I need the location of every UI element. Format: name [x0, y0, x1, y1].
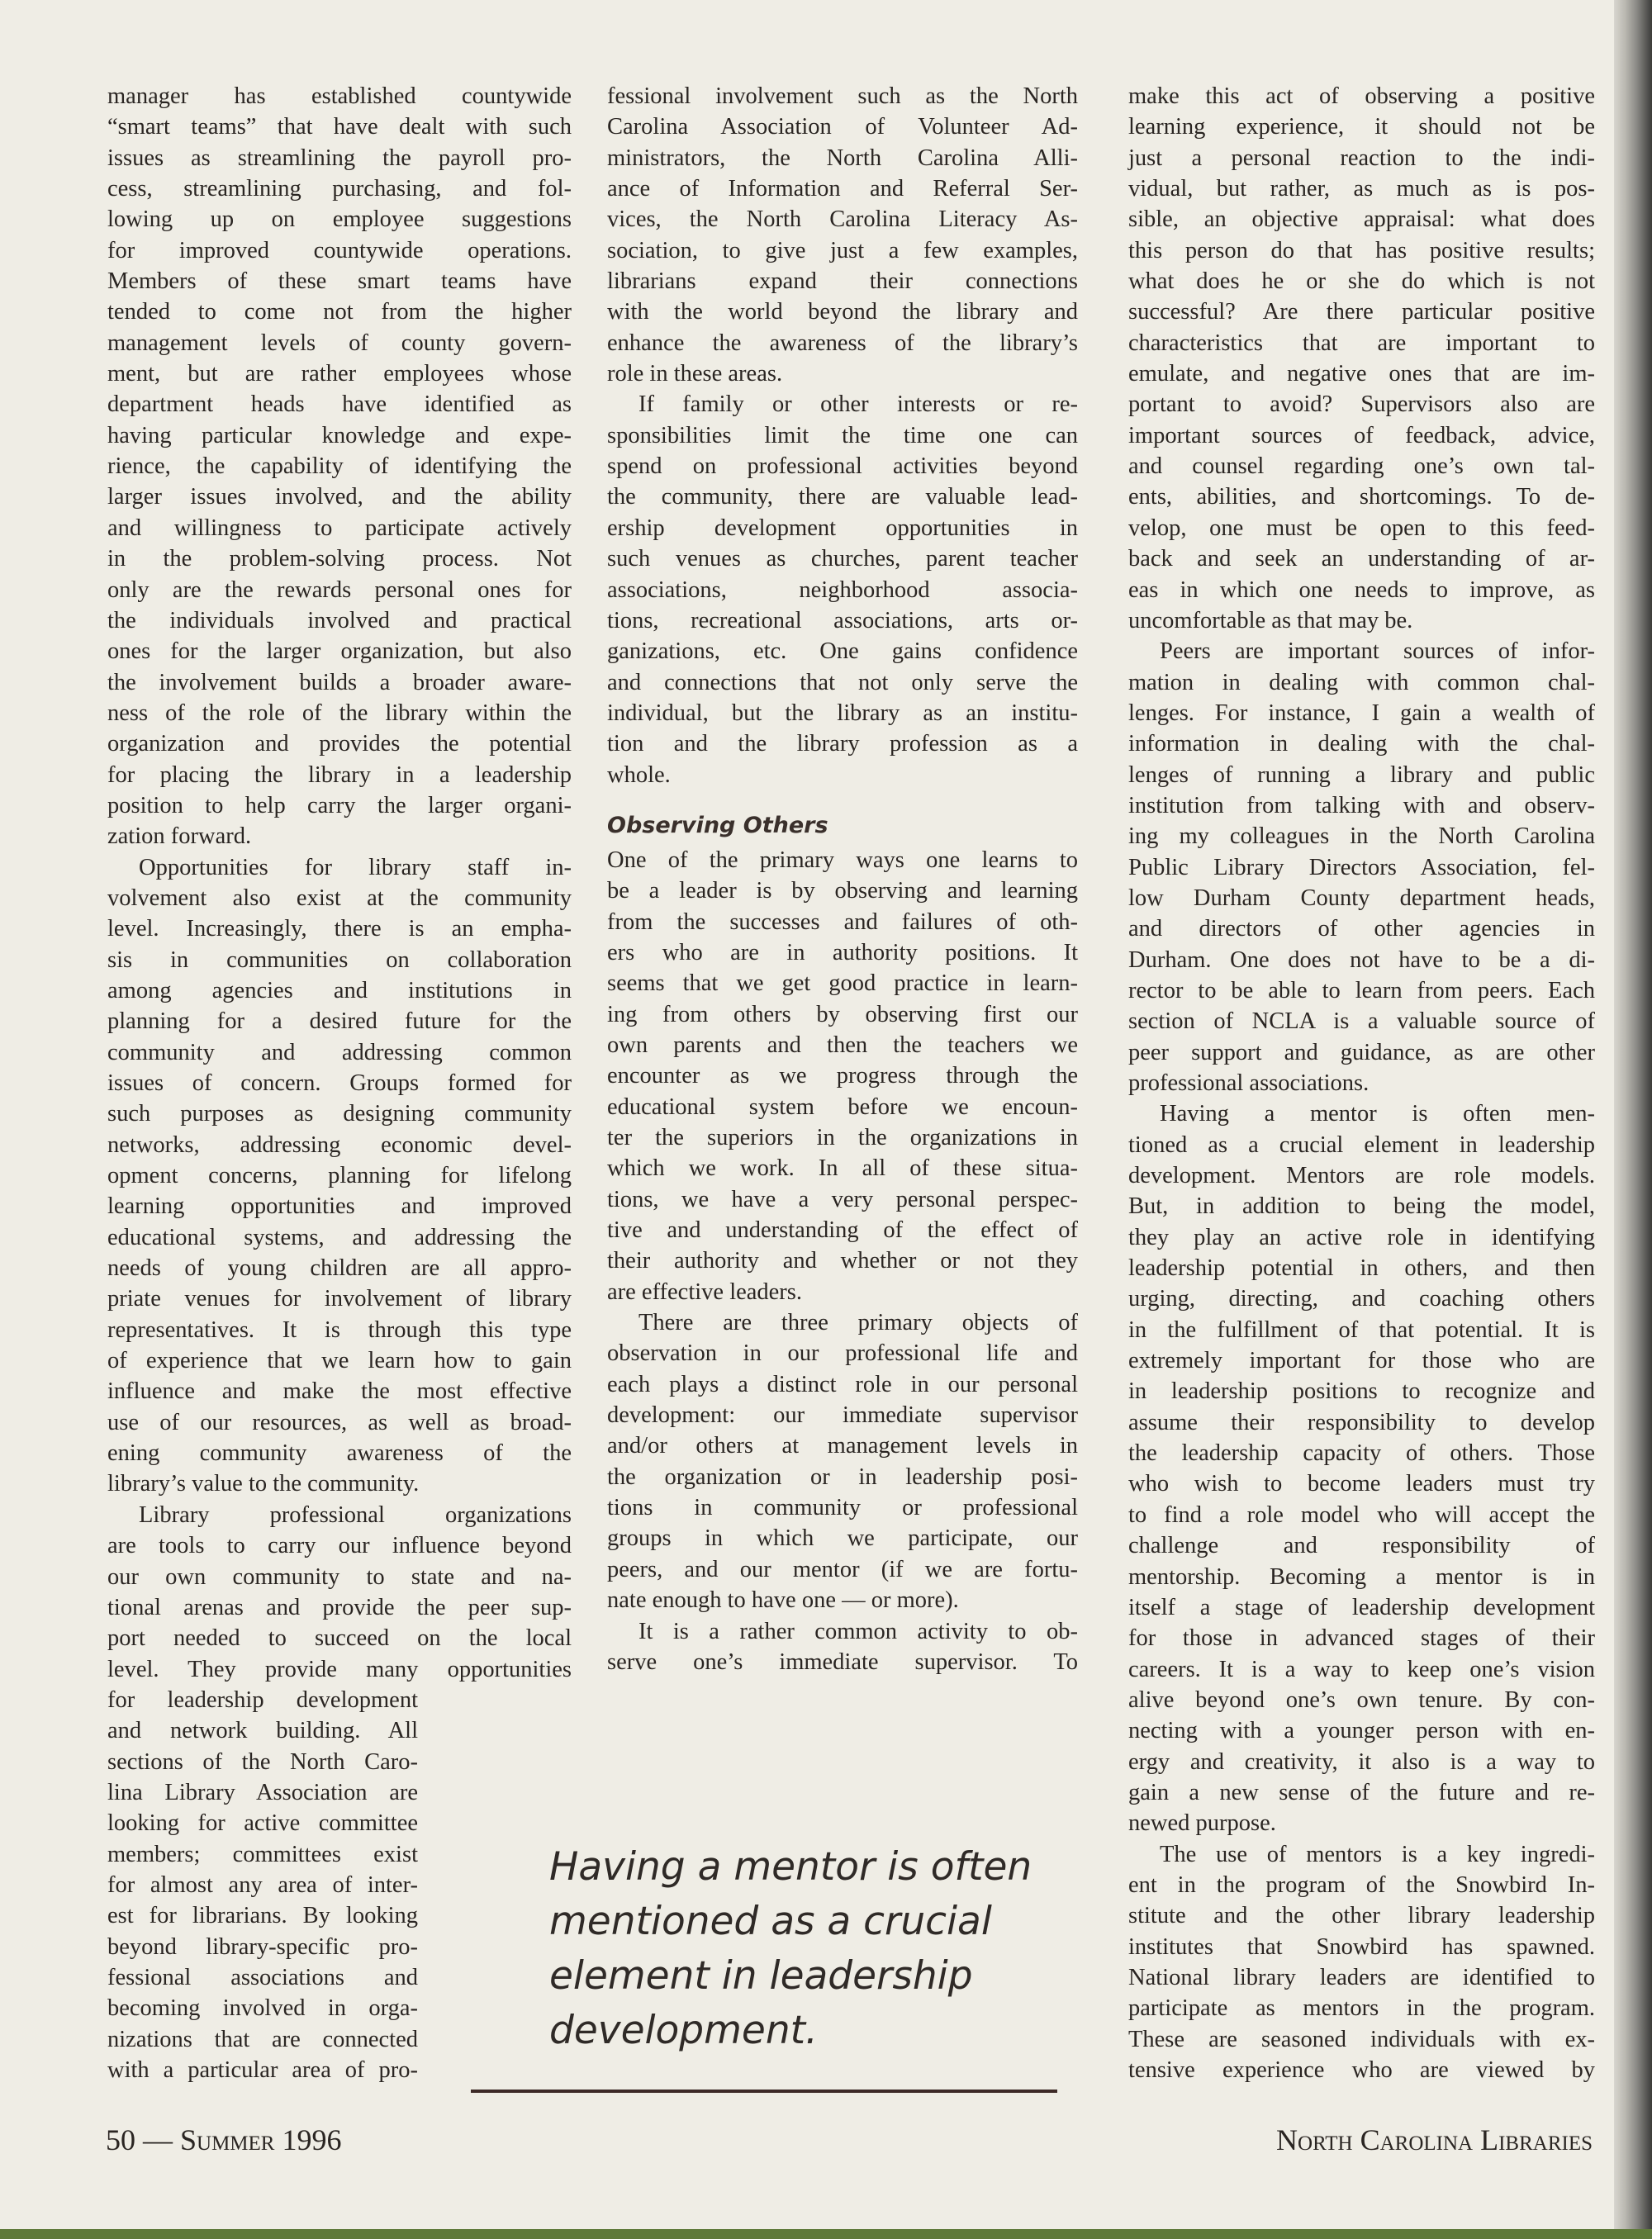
text-line: ents, abilities, and shortcomings. To de- — [1128, 484, 1595, 510]
text-line: from the successes and failures of oth- — [607, 908, 1078, 935]
text-line: enhance the awareness of the library’s — [607, 330, 1078, 356]
text-line: educational system before we encoun- — [607, 1093, 1078, 1120]
text-line: spend on professional activities beyond — [607, 453, 1078, 480]
paragraph — [1128, 81, 1595, 636]
text-line: Opportunities for library staff in- — [139, 854, 572, 880]
text-line: manager has established countywide — [107, 83, 572, 109]
text-line: ganizations, etc. One gains confidence — [607, 638, 1078, 665]
text-line: est for librarians. By looking — [107, 1903, 418, 1929]
paragraph — [1128, 636, 1595, 1098]
text-line: associations, neighborhood associa- — [607, 576, 1078, 603]
text-line: organization and provides the potential — [107, 731, 572, 757]
text-line: serve one’s immediate supervisor. To — [607, 1648, 1078, 1675]
text-line: department heads have identified as — [107, 391, 572, 418]
text-line: the leadership capacity of others. Those — [1128, 1440, 1595, 1467]
text-line: just a personal reaction to the indi- — [1128, 145, 1595, 171]
text-column-1 — [107, 81, 572, 2085]
text-line: volvement also exist at the community — [107, 885, 572, 911]
text-line: itself a stage of leadership development — [1128, 1594, 1595, 1620]
paragraph — [1128, 1098, 1595, 1838]
pull-quote-line: mentioned as a crucial — [549, 1899, 992, 1944]
text-line: nizations that are connected — [107, 2026, 418, 2052]
text-line: lowing up on employee suggestions — [107, 206, 572, 233]
text-line: tioned as a crucial element in leadership — [1128, 1131, 1595, 1158]
text-line: management levels of county govern- — [107, 330, 572, 356]
text-line: One of the primary ways one learns to — [607, 847, 1078, 873]
text-line: learning experience, it should not be — [1128, 114, 1595, 140]
text-column-3 — [1128, 81, 1595, 2085]
text-line: issues as streamlining the payroll pro- — [107, 145, 572, 171]
text-line: tensive experience who are viewed by — [1128, 2057, 1595, 2083]
text-line: gain a new sense of the future and re- — [1128, 1779, 1595, 1805]
text-line: Peers are important sources of infor- — [1160, 638, 1595, 665]
text-line: mentorship. Becoming a mentor is in — [1128, 1563, 1595, 1590]
paragraph — [107, 81, 572, 852]
text-line: fessional involvement such as the North — [607, 83, 1078, 109]
text-line: rector to be able to learn from peers. Each — [1128, 977, 1595, 1003]
text-line: tive and understanding of the effect of — [607, 1217, 1078, 1244]
text-line: for leadership development — [107, 1686, 418, 1713]
paragraph — [1128, 1839, 1595, 2086]
page-folio: 50 — Summer 1996 — [106, 2123, 342, 2156]
text-line: participate as mentors in the program. — [1128, 1995, 1595, 2022]
text-line: library’s value to the community. — [107, 1471, 420, 1497]
paragraph — [607, 389, 1078, 790]
text-line: observation in our professional life and — [607, 1340, 1078, 1367]
text-line: looking for active committee — [107, 1810, 418, 1837]
text-line: peer support and guidance, as are other — [1128, 1039, 1595, 1065]
text-line: in leadership positions to recognize and — [1128, 1378, 1595, 1405]
text-line: own parents and then the teachers we — [607, 1032, 1078, 1058]
text-line: emulate, and negative ones that are im- — [1128, 361, 1595, 387]
text-line: tional arenas and provide the peer sup- — [107, 1594, 572, 1620]
text-line: the involvement builds a broader aware- — [107, 669, 572, 695]
text-line: what does he or she do which is not — [1128, 268, 1595, 295]
paragraph — [107, 852, 572, 1500]
text-line: ness of the role of the library within the — [107, 700, 572, 726]
text-line: this person do that has positive results; — [1128, 237, 1595, 263]
text-line: eas in which one needs to improve, as — [1128, 576, 1595, 603]
text-line: low Durham County department heads, — [1128, 885, 1595, 911]
text-line: The use of mentors is a key ingredi- — [1160, 1841, 1595, 1867]
text-line: ance of Information and Referral Ser- — [607, 176, 1078, 202]
text-line: nate enough to have one — or more). — [607, 1587, 959, 1614]
text-line: extremely important for those who are — [1128, 1348, 1595, 1374]
text-line: Public Library Directors Association, fel- — [1128, 854, 1595, 880]
text-line: of experience that we learn how to gain — [107, 1348, 572, 1374]
text-line: lenges. For instance, I gain a wealth of — [1128, 700, 1595, 726]
text-line: port needed to succeed on the local — [107, 1625, 572, 1652]
text-line: tions, recreational associations, arts or- — [607, 607, 1078, 633]
text-line: community and addressing common — [107, 1039, 572, 1065]
text-line: encounter as we progress through the — [607, 1063, 1078, 1089]
text-line: role in these areas. — [607, 361, 783, 387]
text-line: our own community to state and na- — [107, 1563, 572, 1590]
text-line: their authority and whether or not they — [607, 1248, 1078, 1274]
text-line: ening community awareness of the — [107, 1440, 572, 1467]
journal-title: North Carolina Libraries — [1276, 2123, 1593, 2156]
text-line: only are the rewards personal ones for — [107, 576, 572, 603]
text-line: individual, but the library as an institu- — [607, 700, 1078, 726]
pull-quote-line: Having a mentor is often — [549, 1844, 1032, 1890]
text-line: networks, addressing economic devel- — [107, 1131, 572, 1158]
text-line: challenge and responsibility of — [1128, 1533, 1595, 1559]
text-line: among agencies and institutions in — [107, 977, 572, 1003]
text-line: librarians expand their connections — [607, 268, 1078, 295]
text-line: ergy and creativity, it also is a way to — [1128, 1748, 1595, 1775]
text-line: velop, one must be open to this feed- — [1128, 515, 1595, 541]
text-line: beyond library-specific pro- — [107, 1933, 418, 1960]
text-line: are effective leaders. — [607, 1278, 803, 1305]
text-line: tions, we have a very personal perspec- — [607, 1186, 1078, 1212]
text-line: “smart teams” that have dealt with such — [107, 114, 572, 140]
text-line: zation forward. — [107, 823, 252, 850]
text-line: seems that we get good practice in learn- — [607, 970, 1078, 997]
text-line: lenges of running a library and public — [1128, 761, 1595, 788]
text-line: and willingness to participate actively — [107, 515, 572, 541]
text-line: which we work. In all of these situa- — [607, 1155, 1078, 1182]
text-line: having particular knowledge and expe- — [107, 422, 572, 448]
text-line: for those in advanced stages of their — [1128, 1625, 1595, 1652]
text-line: mation in dealing with common chal- — [1128, 669, 1595, 695]
pull-quote-line: development. — [549, 2008, 818, 2053]
text-line: ones for the larger organization, but also — [107, 638, 572, 665]
pull-quote-line: element in leadership — [549, 1953, 973, 1999]
text-line: lina Library Association are — [107, 1779, 418, 1805]
page-bottom-edge — [0, 2229, 1652, 2239]
text-line: and directors of other agencies in — [1128, 916, 1595, 942]
text-line: sections of the North Caro- — [107, 1748, 418, 1775]
text-line: characteristics that are important to — [1128, 330, 1595, 356]
text-line: Durham. One does not have to be a di- — [1128, 946, 1595, 973]
text-line: level. They provide many opportunities — [107, 1656, 572, 1682]
text-line: issues of concern. Groups formed for — [107, 1070, 572, 1096]
text-line: such venues as churches, parent teacher — [607, 546, 1078, 572]
text-line: careers. It is a way to keep one’s vision — [1128, 1656, 1595, 1682]
text-line: ers who are in authority positions. It — [607, 939, 1078, 965]
text-line: larger issues involved, and the ability — [107, 484, 572, 510]
text-line: sis in communities on collaboration — [107, 946, 572, 973]
text-line: are tools to carry our influence beyond — [107, 1533, 572, 1559]
text-line: make this act of observing a positive — [1128, 83, 1595, 109]
text-line: sociation, to give just a few examples, — [607, 237, 1078, 263]
text-line: ership development opportunities in — [607, 515, 1078, 541]
text-line: each plays a distinct role in our personal — [607, 1371, 1078, 1397]
text-line: institution from talking with and observ- — [1128, 792, 1595, 818]
text-line: who wish to become leaders must try — [1128, 1471, 1595, 1497]
text-line: in the problem-solving process. Not — [107, 546, 572, 572]
text-line: learning opportunities and improved — [107, 1193, 572, 1220]
text-line: back and seek an understanding of ar- — [1128, 546, 1595, 572]
text-line: There are three primary objects of — [638, 1310, 1078, 1336]
text-line: for placing the library in a leadership — [107, 761, 572, 788]
text-line: and connections that not only serve the — [607, 669, 1078, 695]
pull-quote — [549, 1840, 1061, 2058]
pull-quote-rule — [471, 2090, 1057, 2093]
text-line: If family or other interests or re- — [638, 391, 1078, 418]
text-line: It is a rather common activity to ob- — [638, 1618, 1078, 1644]
text-line: sible, an objective appraisal: what does — [1128, 206, 1595, 233]
text-line: opment concerns, planning for lifelong — [107, 1163, 572, 1189]
text-line: National library leaders are identified to — [1128, 1964, 1595, 1990]
paragraph — [607, 81, 1078, 389]
text-line: peers, and our mentor (if we are fortu- — [607, 1556, 1078, 1582]
text-line: Having a mentor is often men- — [1160, 1101, 1595, 1127]
text-line: These are seasoned individuals with ex- — [1128, 2026, 1595, 2052]
text-line: groups in which we participate, our — [607, 1525, 1078, 1552]
text-line: ment, but are rather employees whose — [107, 361, 572, 387]
text-line: priate venues for involvement of library — [107, 1286, 572, 1312]
text-line: section of NCLA is a valuable source of — [1128, 1008, 1595, 1035]
text-line: with a particular area of pro- — [107, 2057, 418, 2083]
text-line: important sources of feedback, advice, — [1128, 422, 1595, 448]
text-line: with the world beyond the library and — [607, 299, 1078, 325]
text-line: tions in community or professional — [607, 1495, 1078, 1521]
text-line: rience, the capability of identifying the — [107, 453, 572, 480]
text-line: whole. — [607, 761, 671, 788]
text-line: newed purpose. — [1128, 1810, 1276, 1837]
text-line: But, in addition to being the model, — [1128, 1193, 1595, 1220]
text-line: in the fulfillment of that potential. It is — [1128, 1316, 1595, 1343]
section-heading: Observing Others — [607, 812, 828, 838]
text-line: fessional associations and — [107, 1964, 418, 1990]
text-line: vices, the North Carolina Literacy As- — [607, 206, 1078, 233]
text-line: representatives. It is through this type — [107, 1316, 572, 1343]
text-line: successful? Are there particular positive — [1128, 299, 1595, 325]
text-column-2 — [607, 81, 1078, 1677]
text-line: to find a role model who will accept the — [1128, 1501, 1595, 1528]
text-line: needs of young children are all appro- — [107, 1255, 572, 1282]
text-line: ter the superiors in the organizations in — [607, 1125, 1078, 1150]
text-line: institutes that Snowbird has spawned. — [1128, 1933, 1595, 1960]
text-line: leadership potential in others, and then — [1128, 1255, 1595, 1282]
text-line: urging, directing, and coaching others — [1128, 1286, 1595, 1312]
paragraph — [607, 1307, 1078, 1615]
text-line: Library professional organizations — [139, 1501, 572, 1528]
text-line: influence and make the most effective — [107, 1378, 572, 1405]
text-line: for almost any area of inter- — [107, 1871, 418, 1898]
text-line: alive beyond one’s own tenure. By con- — [1128, 1686, 1595, 1713]
text-line: they play an active role in identifying — [1128, 1224, 1595, 1250]
text-line: use of our resources, as well as broad- — [107, 1409, 572, 1435]
text-line: Members of these smart teams have — [107, 268, 572, 295]
text-line: planning for a desired future for the — [107, 1008, 572, 1035]
text-line: members; committees exist — [107, 1841, 418, 1867]
text-line: becoming involved in orga- — [107, 1995, 418, 2022]
text-line: development: our immediate supervisor — [607, 1402, 1078, 1429]
text-line: information in dealing with the chal- — [1128, 731, 1595, 757]
text-line: tion and the library profession as a — [607, 731, 1078, 757]
text-line: portant to avoid? Supervisors also are — [1128, 391, 1595, 418]
text-line: development. Mentors are role models. — [1128, 1163, 1595, 1189]
text-line: ent in the program of the Snowbird In- — [1128, 1871, 1595, 1898]
text-line: be a leader is by observing and learning — [607, 878, 1078, 904]
text-line: ministrators, the North Carolina Alli- — [607, 145, 1078, 171]
text-line: cess, streamlining purchasing, and fol- — [107, 176, 572, 202]
text-line: such purposes as designing community — [107, 1101, 572, 1127]
text-line: ing from others by observing first our — [607, 1001, 1078, 1027]
text-line: and counsel regarding one’s own tal- — [1128, 453, 1595, 480]
text-line: the organization or in leadership posi- — [607, 1463, 1078, 1490]
paragraph — [607, 1616, 1078, 1678]
text-line: assume their responsibility to develop — [1128, 1409, 1595, 1435]
text-line: for improved countywide operations. — [107, 237, 572, 263]
text-line: the individuals involved and practical — [107, 607, 572, 633]
text-line: necting with a younger person with en- — [1128, 1718, 1595, 1744]
paragraph — [607, 845, 1078, 1307]
text-line: educational systems, and addressing the — [107, 1224, 572, 1250]
text-line: position to help carry the larger organi- — [107, 792, 572, 818]
page-spine-shadow — [1614, 0, 1652, 2239]
text-line: vidual, but rather, as much as is pos- — [1128, 176, 1595, 202]
text-line: ing my colleagues in the North Carolina — [1128, 823, 1595, 850]
paragraph — [107, 1500, 572, 2086]
text-line: stitute and the other library leadership — [1128, 1903, 1595, 1929]
text-line: the community, there are valuable lead- — [607, 484, 1078, 510]
text-line: Carolina Association of Volunteer Ad- — [607, 114, 1078, 140]
text-line: uncomfortable as that may be. — [1128, 607, 1413, 633]
text-line: and network building. All — [107, 1718, 418, 1744]
text-line: professional associations. — [1128, 1070, 1370, 1096]
text-line: and/or others at management levels in — [607, 1433, 1078, 1459]
text-line: level. Increasingly, there is an empha- — [107, 916, 572, 942]
text-line: sponsibilities limit the time one can — [607, 422, 1078, 448]
text-line: tended to come not from the higher — [107, 299, 572, 325]
